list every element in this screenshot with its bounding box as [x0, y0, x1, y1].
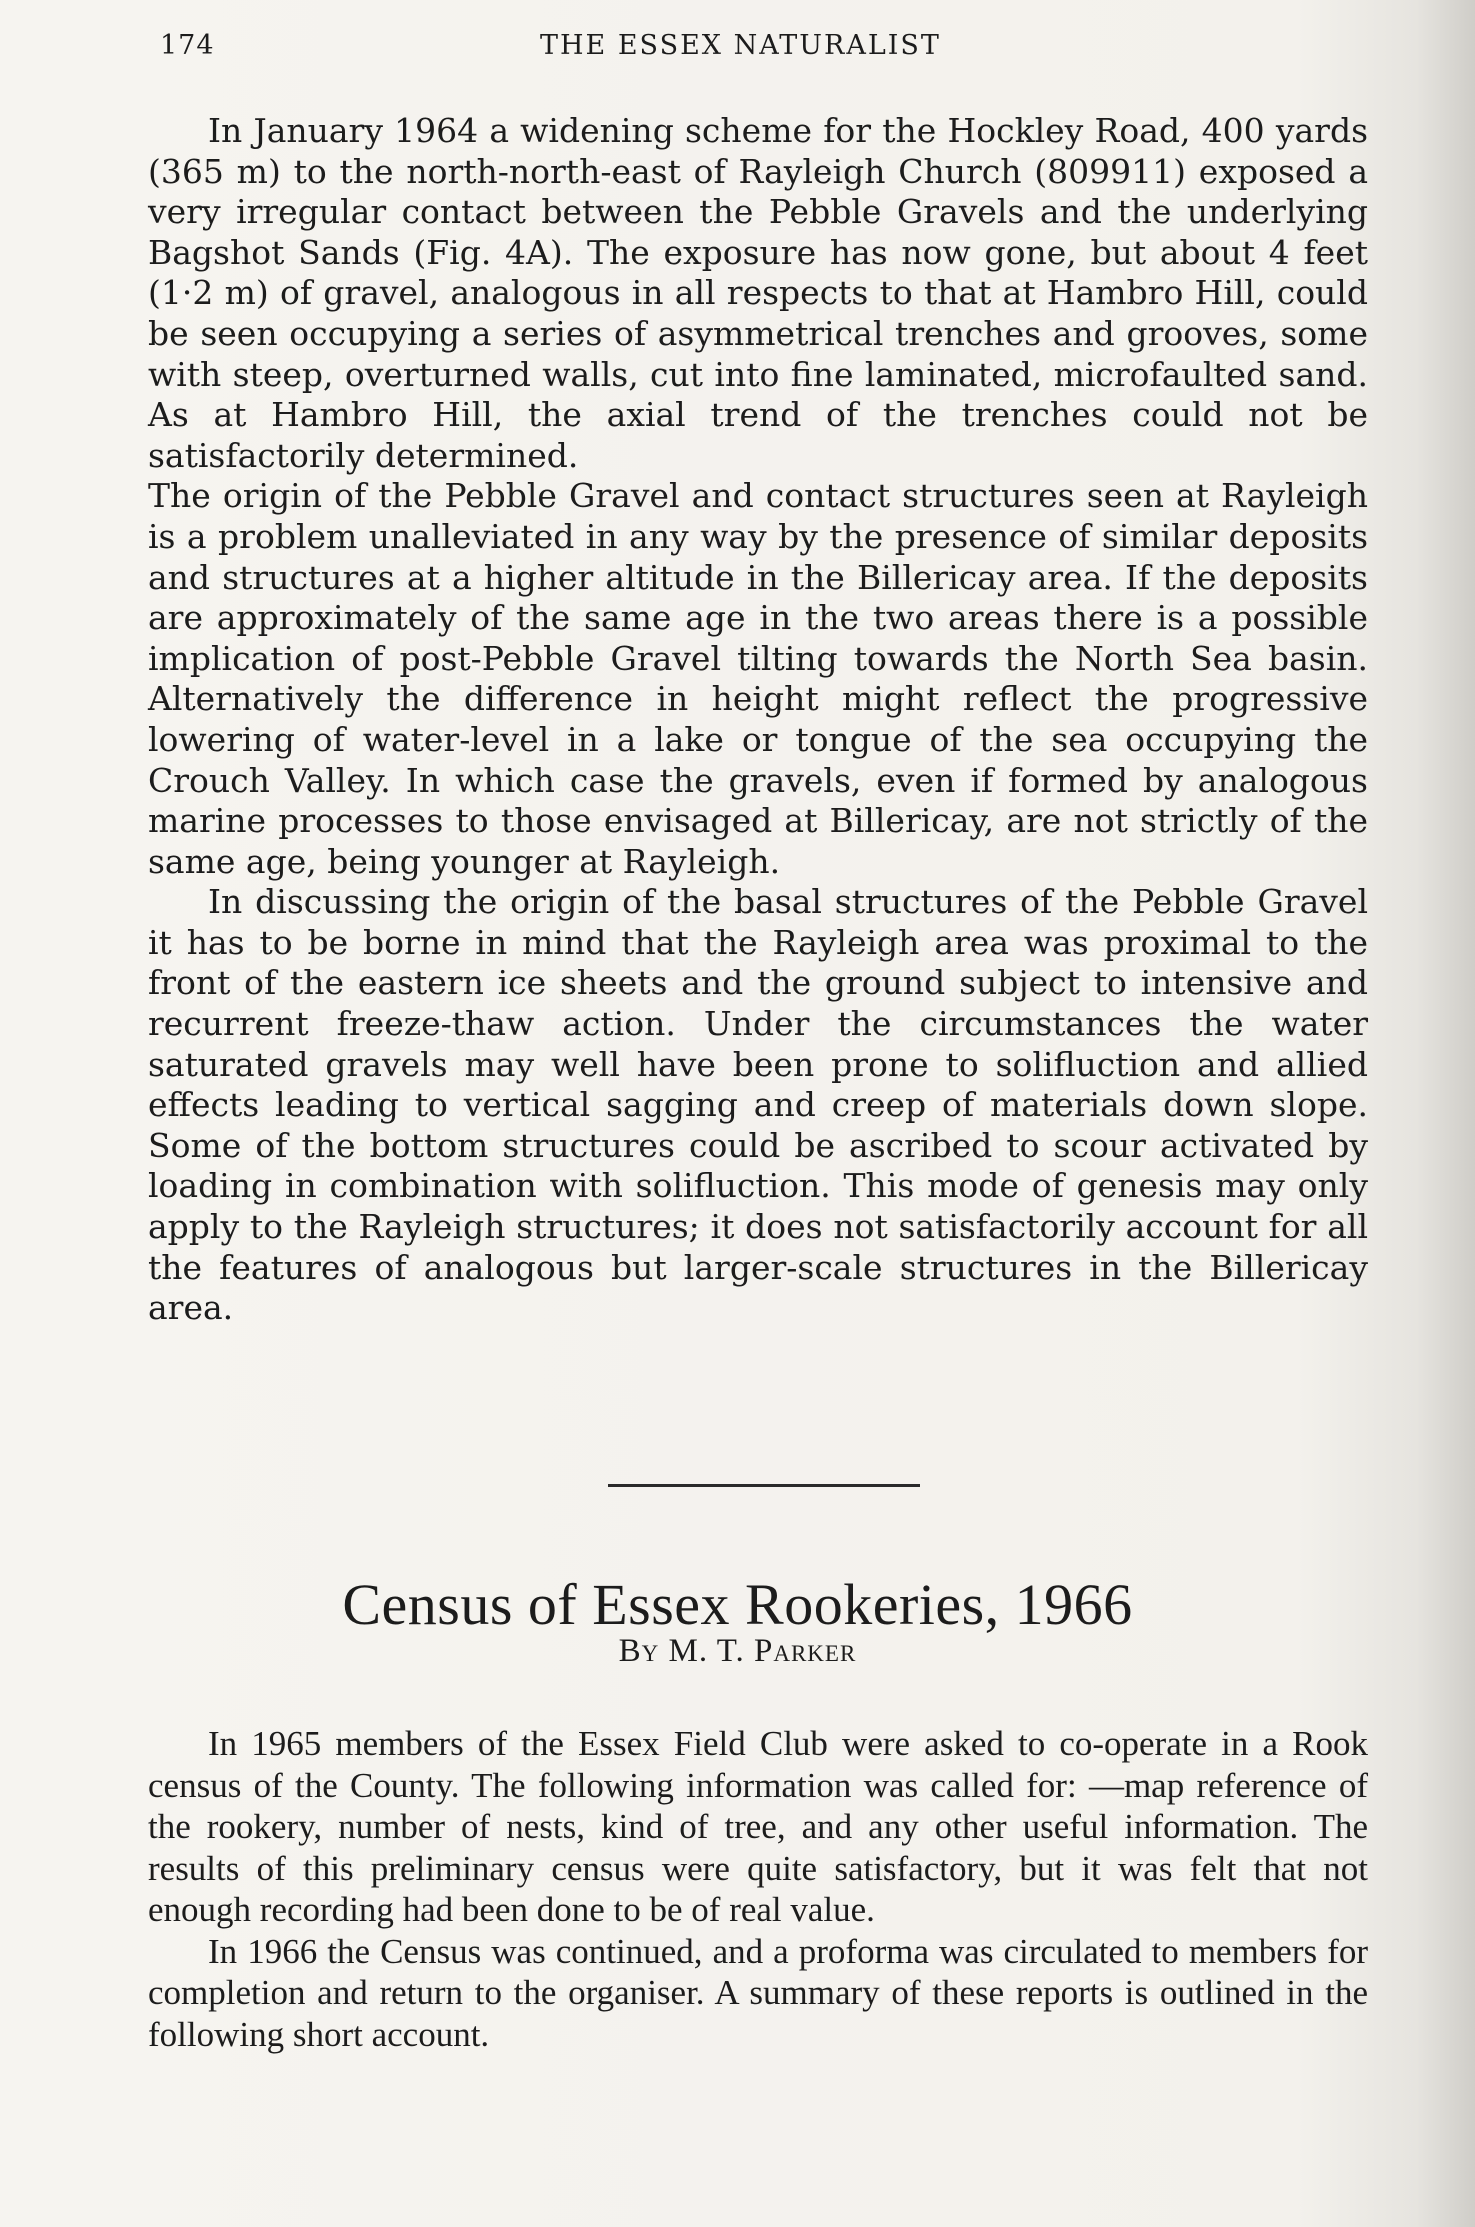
- geology-section-text: [148, 111, 1368, 1329]
- article-title: Census of Essex Rookeries, 1966: [342, 1571, 1133, 1637]
- paragraph: In 1966 the Census was continued, and a proforma was circulated to members for completion and return to the organiser. A summary of these reports is outlined in the following short account.: [148, 1931, 1368, 2054]
- page-number: 174: [160, 30, 215, 61]
- article-body: [148, 1723, 1368, 2055]
- paragraph: The origin of the Pebble Gravel and contact structures seen at Rayleigh is a problem unalleviated in any way by the presence of similar deposits and structures at a higher altitude in the Billericay area. If the deposits are approximately of the same age in the two areas there is a possible implication of post-Pebble Gravel tilting towards the North Sea basin. Alternatively the difference in height might reflect the progressive lowering of water-level in a lake or tongue of the sea occupying the Crouch Valley. In which case the gravels, even if formed by analogous marine processes to those envisaged at Billericay, are not strictly of the same age, being younger at Rayleigh.: [148, 476, 1368, 881]
- byline: By M. T. Parker: [618, 1633, 857, 1669]
- page-header: [0, 30, 1475, 70]
- paragraph: In discussing the origin of the basal structures of the Pebble Gravel it has to be borne in mind that the Rayleigh area was proximal to the front of the eastern ice sheets and the ground subject to intensive and recurrent freeze-thaw action. Under the circumstances the water saturated gravels may well have been prone to solifluction and allied effects leading to vertical sagging and creep of materials down slope. Some of the bottom structures could be ascribed to scour activated by loading in combination with solifluction. This mode of genesis may only apply to the Rayleigh structures; it does not satisfactorily account for all the features of analogous but larger-scale structures in the Billericay area.: [148, 882, 1368, 1328]
- paragraph: In January 1964 a widening scheme for the Hockley Road, 400 yards (365 m) to the north-north-east of Rayleigh Church (809911) exposed a very irregular contact between the Pebble Gravels and the underlying Bagshot Sands (Fig. 4A). The exposure has now gone, but about 4 feet (1·2 m) of gravel, analogous in all respects to that at Hambro Hill, could be seen occupying a series of asymmetrical trenches and grooves, some with steep, overturned walls, cut into fine laminated, microfaulted sand. As at Hambro Hill, the axial trend of the trenches could not be satisfactorily determined.: [148, 111, 1368, 475]
- paragraph: In 1965 members of the Essex Field Club were asked to co-operate in a Rook census of the County. The following information was called for: —map reference of the rookery, number of nests, kind of tree, and any other useful information. The results of this preliminary census were quite satisfactory, but it was felt that not enough recording had been done to be of real value.: [148, 1724, 1368, 1929]
- section-divider: [608, 1484, 920, 1487]
- running-title: THE ESSEX NATURALIST: [540, 30, 941, 61]
